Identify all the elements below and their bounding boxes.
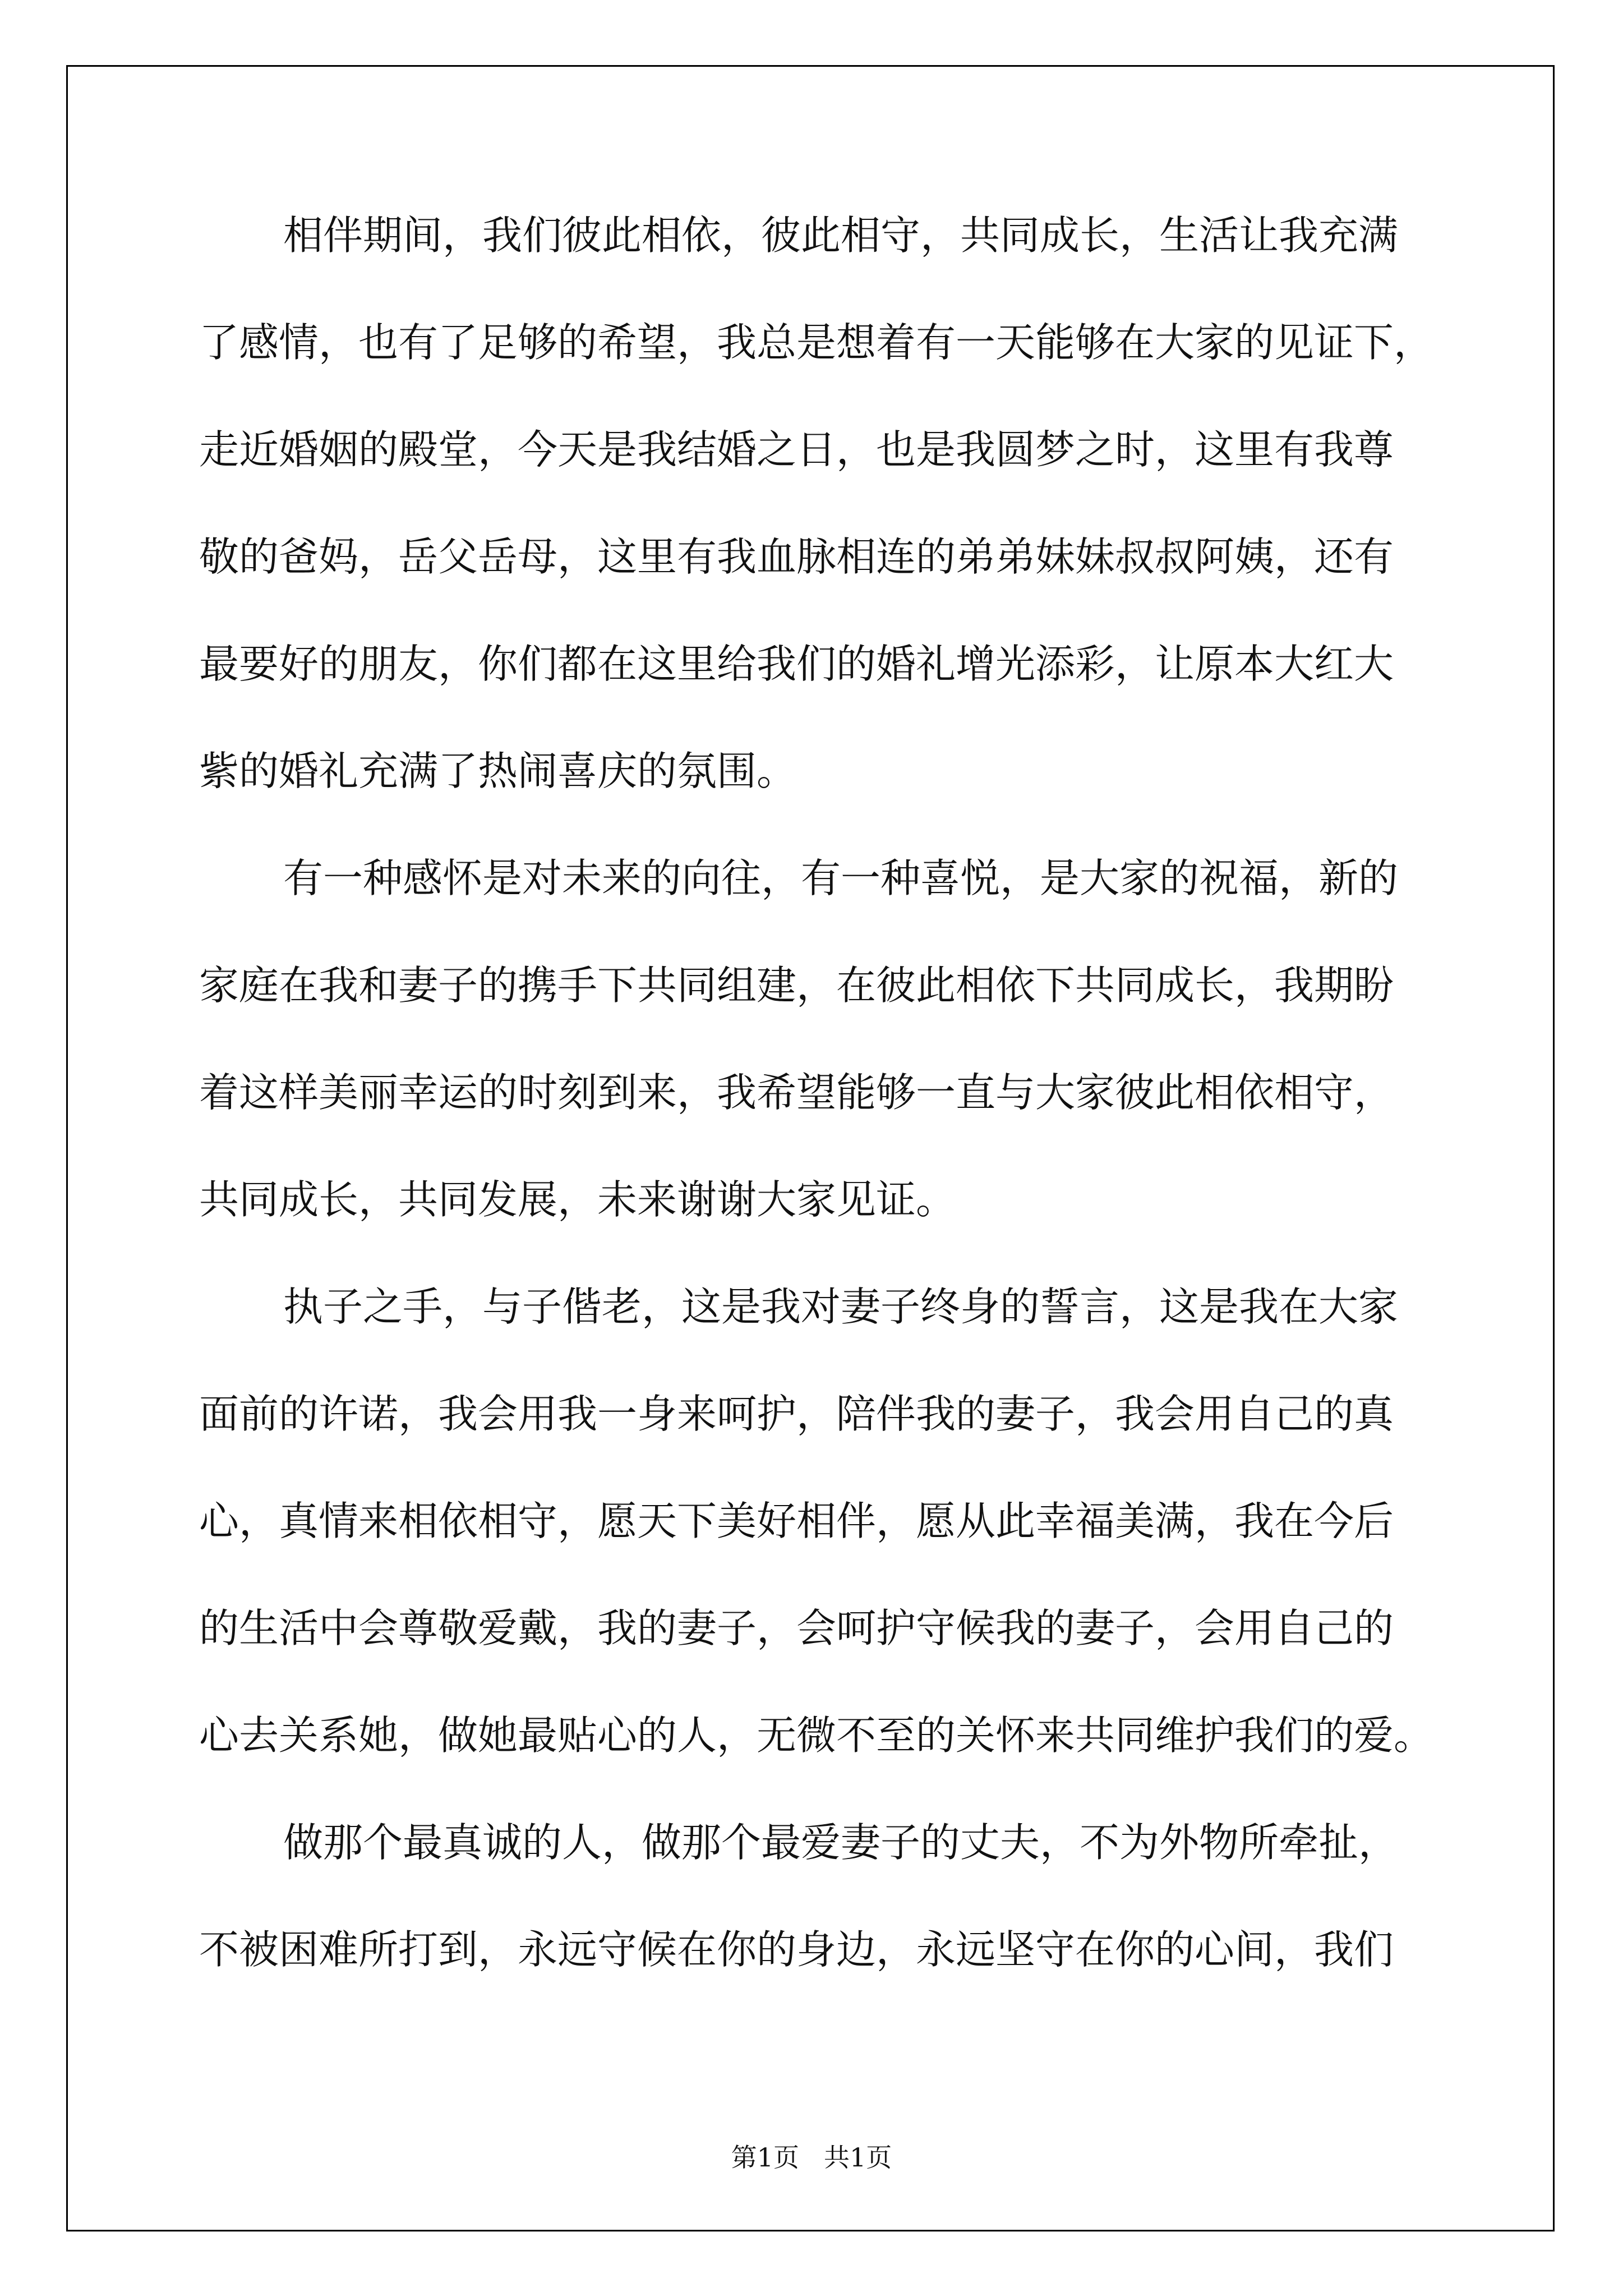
text-line: 做那个最真诚的人，做那个最爱妻子的丈夫，不为外物所牵扯， [283, 1819, 1399, 1866]
page-total: 共1页 [824, 2142, 892, 2173]
text-line: 相伴期间，我们彼此相依，彼此相守，共同成长，生活让我充满 [283, 212, 1399, 259]
text-line: 的生活中会尊敬爱戴，我的妻子，会呵护守候我的妻子，会用自己的 [199, 1605, 1394, 1651]
paragraph-2 [199, 856, 1461, 1285]
text-line: 家庭在我和妻子的携手下共同组建，在彼此相依下共同成长，我期盼 [199, 962, 1394, 1009]
text-line: 走近婚姻的殿堂，今天是我结婚之日，也是我圆梦之时，这里有我尊 [199, 426, 1394, 473]
paragraph-3 [199, 1285, 1461, 1820]
paragraph-1 [199, 213, 1461, 856]
page-number: 第1页 [731, 2142, 799, 2173]
text-line: 有一种感怀是对未来的向往，有一种喜悦，是大家的祝福，新的 [283, 855, 1399, 901]
text-line: 心去关系她，做她最贴心的人，无微不至的关怀来共同维护我们的爱。 [199, 1712, 1434, 1759]
text-line: 心，真情来相依相守，愿天下美好相伴，愿从此幸福美满，我在今后 [199, 1498, 1394, 1544]
text-line: 着这样美丽幸运的时刻到来，我希望能够一直与大家彼此相依相守， [199, 1069, 1394, 1116]
text-line: 敬的爸妈，岳父岳母，这里有我血脉相连的弟弟妹妹叔叔阿姨，还有 [199, 533, 1394, 580]
page-footer [0, 2137, 1623, 2174]
text-line: 执子之手，与子偕老，这是我对妻子终身的誓言，这是我在大家 [283, 1283, 1399, 1330]
text-line: 面前的许诺，我会用我一身来呵护，陪伴我的妻子，我会用自己的真 [199, 1391, 1394, 1437]
text-line: 共同成长，共同发展，未来谢谢大家见证。 [199, 1176, 956, 1223]
document-body [199, 213, 1461, 2035]
text-line: 紫的婚礼充满了热闹喜庆的氛围。 [199, 748, 797, 794]
text-line: 最要好的朋友，你们都在这里给我们的婚礼增光添彩，让原本大红大 [199, 641, 1394, 687]
text-line: 不被困难所打到，永远守候在你的身边，永远坚守在你的心间，我们 [199, 1926, 1394, 1973]
paragraph-4 [199, 1820, 1461, 2035]
text-line: 了感情，也有了足够的希望，我总是想着有一天能够在大家的见证下， [199, 319, 1434, 366]
